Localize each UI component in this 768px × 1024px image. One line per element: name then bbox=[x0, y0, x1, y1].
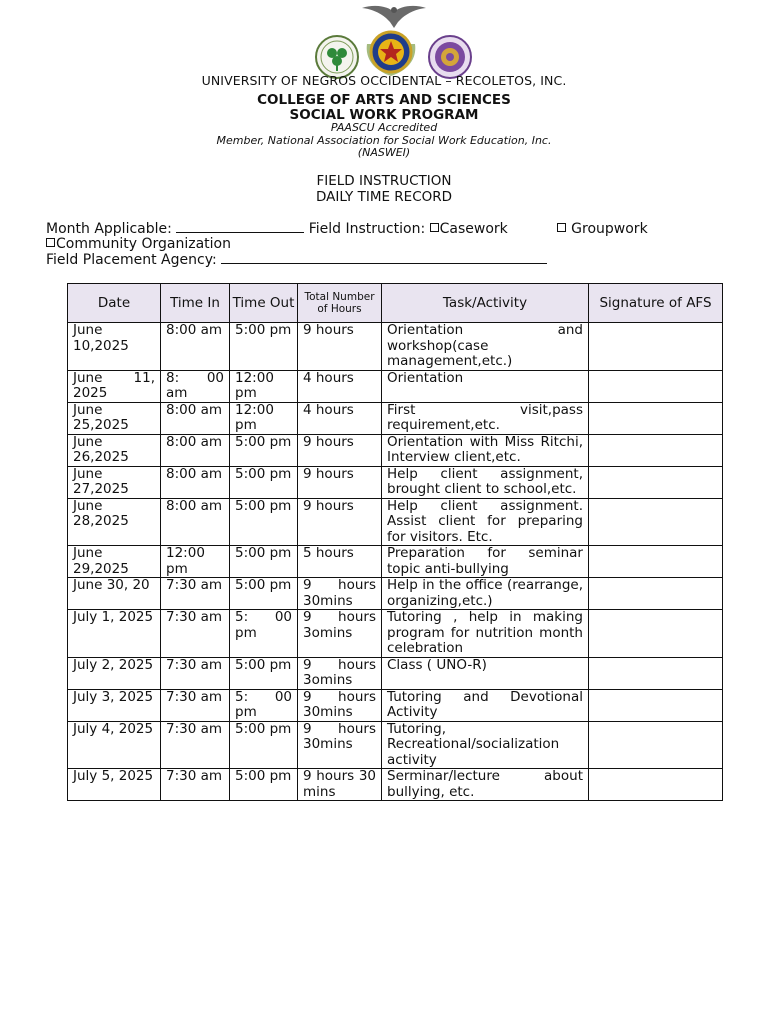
signature-cell[interactable] bbox=[589, 323, 723, 371]
time-in-cell: 7:30 am bbox=[161, 578, 230, 610]
table-row bbox=[68, 434, 723, 466]
task-cell: Tutoring and Devotional Activity bbox=[382, 689, 589, 721]
header-logos bbox=[0, 4, 768, 74]
field-instruction-label: Field Instruction: bbox=[308, 221, 426, 237]
membership-text: Member, National Association for Social Work Education, Inc. bbox=[216, 134, 552, 147]
signature-cell[interactable] bbox=[589, 769, 723, 801]
time-in-cell: 8:00 am bbox=[161, 498, 230, 546]
time-in-cell: 7:30 am bbox=[161, 657, 230, 689]
groupwork-label: Groupwork bbox=[571, 221, 648, 237]
signature-cell[interactable] bbox=[589, 466, 723, 498]
time-out-cell: 5:00 pm bbox=[230, 769, 298, 801]
header-time-out: Time Out bbox=[230, 284, 298, 323]
hours-cell: 9 hours 30mins bbox=[298, 689, 382, 721]
time-out-cell: 5:00 pm bbox=[230, 434, 298, 466]
task-cell: Orientation and workshop(case management,etc.) bbox=[382, 323, 589, 371]
task-cell: Orientation with Miss Ritchi, Interview client,etc. bbox=[382, 434, 589, 466]
time-out-cell: 5: 00 pm bbox=[230, 610, 298, 658]
time-in-cell: 7:30 am bbox=[161, 769, 230, 801]
table-row bbox=[68, 466, 723, 498]
table-row bbox=[68, 323, 723, 371]
form-title-line2: DAILY TIME RECORD bbox=[315, 188, 453, 205]
table-body bbox=[68, 323, 723, 801]
header-total-hours: Total Number of Hours bbox=[298, 284, 382, 323]
community-label: Community Organization bbox=[56, 236, 231, 252]
time-in-cell: 7:30 am bbox=[161, 610, 230, 658]
time-out-cell: 12:00 pm bbox=[230, 402, 298, 434]
task-cell: Preparation for seminar topic anti-bullying bbox=[382, 546, 589, 578]
daily-time-record-table bbox=[67, 283, 723, 801]
table-row bbox=[68, 546, 723, 578]
time-out-cell: 12:00 pm bbox=[230, 370, 298, 402]
task-cell: Tutoring, Recreational/socialization activity bbox=[382, 721, 589, 769]
hours-cell: 9 hours 3omins bbox=[298, 610, 382, 658]
date-cell: June 10,2025 bbox=[68, 323, 161, 371]
month-blank[interactable] bbox=[176, 220, 304, 233]
hours-cell: 5 hours bbox=[298, 546, 382, 578]
task-cell: Help client assignment. Assist client for preparing for visitors. Etc. bbox=[382, 498, 589, 546]
signature-cell[interactable] bbox=[589, 434, 723, 466]
table-row bbox=[68, 498, 723, 546]
task-cell: Class ( UNO-R) bbox=[382, 657, 589, 689]
table-row bbox=[68, 769, 723, 801]
hours-cell: 9 hours bbox=[298, 323, 382, 371]
table-row bbox=[68, 689, 723, 721]
table-row bbox=[68, 721, 723, 769]
university-name: UNIVERSITY OF NEGROS OCCIDENTAL – RECOLETOS, INC. bbox=[201, 73, 567, 88]
program-title: SOCIAL WORK PROGRAM bbox=[289, 107, 479, 123]
casework-checkbox[interactable] bbox=[430, 223, 439, 232]
header-date: Date bbox=[68, 284, 161, 323]
hours-cell: 4 hours bbox=[298, 402, 382, 434]
hours-cell: 9 hours bbox=[298, 466, 382, 498]
signature-cell[interactable] bbox=[589, 546, 723, 578]
task-cell: Help in the office (rearrange, organizing,etc.) bbox=[382, 578, 589, 610]
time-out-cell: 5:00 pm bbox=[230, 721, 298, 769]
time-in-cell: 8:00 am bbox=[161, 323, 230, 371]
form-title bbox=[0, 174, 768, 205]
table-row bbox=[68, 578, 723, 610]
eagle-crest-logo bbox=[363, 24, 419, 78]
header-time-in: Time In bbox=[161, 284, 230, 323]
community-row bbox=[46, 236, 231, 252]
signature-cell[interactable] bbox=[589, 721, 723, 769]
time-out-cell: 5:00 pm bbox=[230, 657, 298, 689]
accreditation-text: PAASCU Accredited bbox=[330, 121, 438, 134]
date-cell: June 27,2025 bbox=[68, 466, 161, 498]
hours-cell: 4 hours bbox=[298, 370, 382, 402]
table-header-row bbox=[68, 284, 723, 323]
date-cell: June 25,2025 bbox=[68, 402, 161, 434]
membership-abbr: (NASWEI) bbox=[357, 146, 411, 159]
date-cell: July 1, 2025 bbox=[68, 610, 161, 658]
hours-cell: 9 hours bbox=[298, 498, 382, 546]
time-in-cell: 8:00 am bbox=[161, 402, 230, 434]
task-cell: Tutoring , help in making program for nutrition month celebration bbox=[382, 610, 589, 658]
hours-cell: 9 hours bbox=[298, 434, 382, 466]
agency-row bbox=[46, 251, 547, 268]
community-checkbox[interactable] bbox=[46, 238, 55, 247]
header-signature: Signature of AFS bbox=[589, 284, 723, 323]
time-in-cell: 8: 00 am bbox=[161, 370, 230, 402]
table-row bbox=[68, 610, 723, 658]
field-instruction-row bbox=[46, 220, 648, 237]
date-cell: June 26,2025 bbox=[68, 434, 161, 466]
time-in-cell: 12:00 pm bbox=[161, 546, 230, 578]
date-cell: July 3, 2025 bbox=[68, 689, 161, 721]
time-in-cell: 8:00 am bbox=[161, 466, 230, 498]
casework-label: Casework bbox=[439, 221, 508, 237]
date-cell: July 2, 2025 bbox=[68, 657, 161, 689]
task-cell: Serminar/lecture about bullying, etc. bbox=[382, 769, 589, 801]
groupwork-checkbox[interactable] bbox=[557, 223, 566, 232]
date-cell: June 30, 20 bbox=[68, 578, 161, 610]
hours-cell: 9 hours 30mins bbox=[298, 578, 382, 610]
time-out-cell: 5:00 pm bbox=[230, 466, 298, 498]
college-name bbox=[0, 93, 768, 123]
task-cell: Help client assignment, brought client to school,etc. bbox=[382, 466, 589, 498]
date-cell: June 29,2025 bbox=[68, 546, 161, 578]
signature-cell[interactable] bbox=[589, 402, 723, 434]
date-cell: June 11, 2025 bbox=[68, 370, 161, 402]
task-cell: Orientation bbox=[382, 370, 589, 402]
date-cell: July 5, 2025 bbox=[68, 769, 161, 801]
time-in-cell: 8:00 am bbox=[161, 434, 230, 466]
table-row bbox=[68, 402, 723, 434]
hours-cell: 9 hours 30 mins bbox=[298, 769, 382, 801]
time-in-cell: 7:30 am bbox=[161, 689, 230, 721]
month-label: Month Applicable: bbox=[46, 221, 172, 237]
time-out-cell: 5:00 pm bbox=[230, 498, 298, 546]
time-out-cell: 5:00 pm bbox=[230, 578, 298, 610]
time-in-cell: 7:30 am bbox=[161, 721, 230, 769]
signature-cell[interactable] bbox=[589, 610, 723, 658]
signature-cell[interactable] bbox=[589, 689, 723, 721]
hours-cell: 9 hours 3omins bbox=[298, 657, 382, 689]
signature-cell[interactable] bbox=[589, 657, 723, 689]
time-out-cell: 5:00 pm bbox=[230, 546, 298, 578]
time-out-cell: 5:00 pm bbox=[230, 323, 298, 371]
form-title-line1: FIELD INSTRUCTION bbox=[316, 173, 452, 189]
hours-cell: 9 hours 30mins bbox=[298, 721, 382, 769]
header-task: Task/Activity bbox=[382, 284, 589, 323]
college-title: COLLEGE OF ARTS AND SCIENCES bbox=[257, 92, 511, 108]
time-out-cell: 5: 00 pm bbox=[230, 689, 298, 721]
date-cell: June 28,2025 bbox=[68, 498, 161, 546]
table-row bbox=[68, 657, 723, 689]
agency-label: Field Placement Agency: bbox=[46, 252, 217, 268]
signature-cell[interactable] bbox=[589, 578, 723, 610]
signature-cell[interactable] bbox=[589, 370, 723, 402]
date-cell: July 4, 2025 bbox=[68, 721, 161, 769]
signature-cell[interactable] bbox=[589, 498, 723, 546]
table-row bbox=[68, 370, 723, 402]
agency-blank[interactable] bbox=[221, 251, 547, 264]
task-cell: First visit,pass requirement,etc. bbox=[382, 402, 589, 434]
